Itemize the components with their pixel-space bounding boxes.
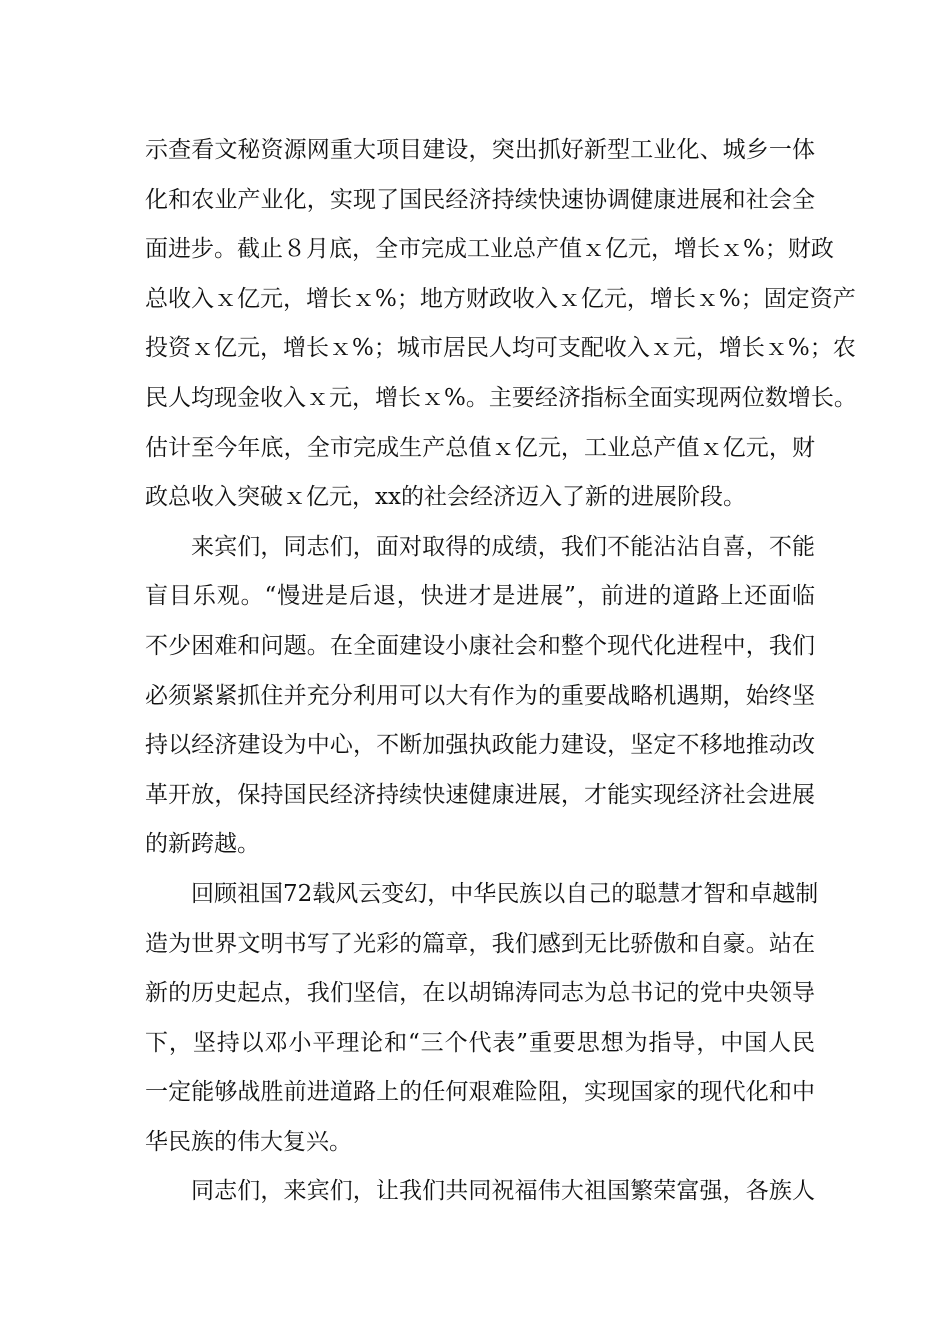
text-line: 持以经济建设为中心，不断加强执政能力建设，坚定不移地推动改 [145, 732, 815, 759]
text-line: 投资ｘ亿元，增长ｘ%；城市居民人均可支配收入ｘ元，增长ｘ%；农 [145, 335, 856, 362]
text-line: 革开放，保持国民经济持续快速健康进展，才能实现经济社会进展 [145, 781, 815, 808]
text-line: 下，坚持以邓小平理论和“三个代表”重要思想为指导，中国人民 [145, 1029, 815, 1056]
text-line: 来宾们，同志们，面对取得的成绩，我们不能沾沾自喜，不能 [191, 533, 815, 560]
paragraph-3 [145, 870, 819, 1168]
text-line: 一定能够战胜前进道路上的任何艰难险阻，实现国家的现代化和中 [145, 1079, 815, 1106]
document-body [145, 126, 857, 1217]
text-line: 总收入ｘ亿元，增长ｘ%；地方财政收入ｘ亿元，增长ｘ%；固定资产 [145, 285, 856, 312]
paragraph-2 [145, 523, 815, 870]
text-line: 不少困难和问题。在全面建设小康社会和整个现代化进程中，我们 [145, 632, 815, 659]
text-line: 必须紧紧抓住并充分利用可以大有作为的重要战略机遇期，始终坚 [145, 682, 815, 709]
text-line: 新的历史起点，我们坚信，在以胡锦涛同志为总书记的党中央领导 [145, 980, 815, 1007]
paragraph-4 [145, 1167, 815, 1217]
text-line: 回顾祖国72载风云变幻，中华民族以自己的聪慧才智和卓越制 [191, 880, 819, 907]
text-line: 盲目乐观。“慢进是后退，快进才是进展”，前进的道路上还面临 [145, 583, 815, 610]
text-line: 民人均现金收入ｘ元，增长ｘ%。主要经济指标全面实现两位数增长。 [145, 384, 857, 411]
text-line: 面进步。截止８月底，全市完成工业总产值ｘ亿元，增长ｘ%；财政 [145, 236, 834, 263]
paragraph-1 [145, 126, 857, 523]
text-line: 华民族的伟大复兴。 [145, 1128, 352, 1155]
text-line: 估计至今年底，全市完成生产总值ｘ亿元，工业总产值ｘ亿元，财 [145, 434, 815, 461]
text-line: 造为世界文明书写了光彩的篇章，我们感到无比骄傲和自豪。站在 [145, 930, 815, 957]
text-line: 政总收入突破ｘ亿元，xx的社会经济迈入了新的进展阶段。 [145, 484, 746, 511]
text-line: 的新跨越。 [145, 831, 260, 858]
text-line: 同志们，来宾们，让我们共同祝福伟大祖国繁荣富强，各族人 [191, 1178, 815, 1205]
text-line: 示查看文秘资源网重大项目建设，突出抓好新型工业化、城乡一体 [145, 137, 815, 163]
text-line: 化和农业产业化，实现了国民经济持续快速协调健康进展和社会全 [145, 186, 815, 213]
